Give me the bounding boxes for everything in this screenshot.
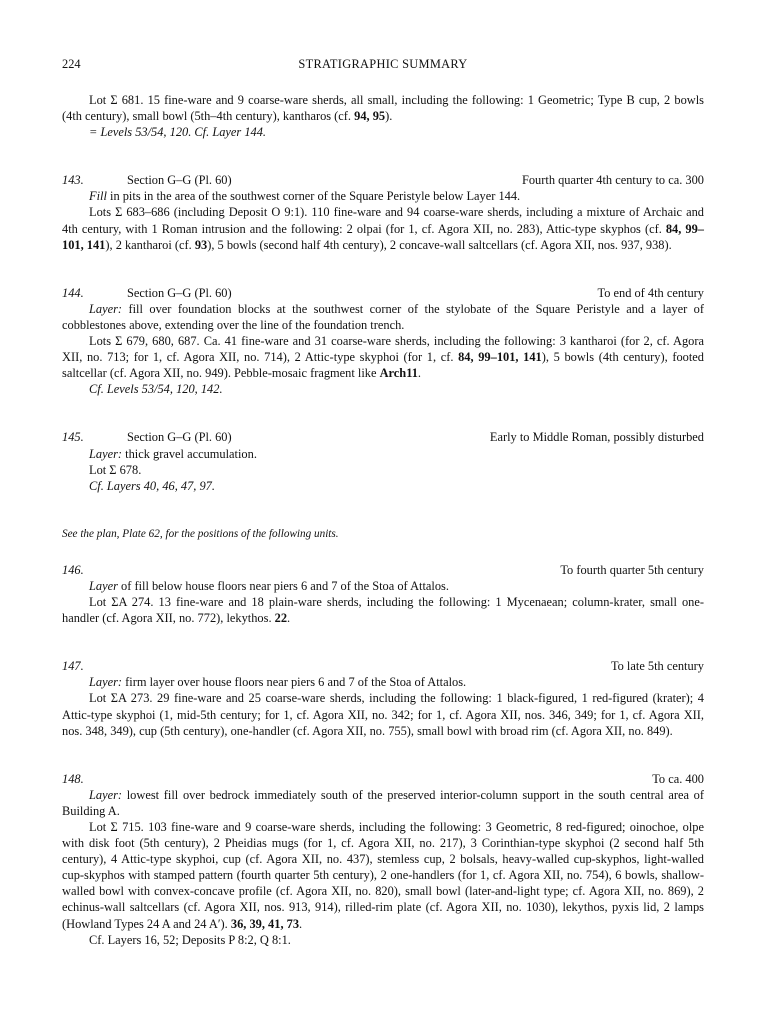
lot-paragraph: Lot Σ 678.	[89, 462, 142, 477]
running-title: STRATIGRAPHIC SUMMARY	[298, 57, 468, 71]
lot-paragraph: Lot Σ 715. 103 fine-ware and 9 coarse-ware sherds, including the following: 3 Geometric, 8 red-figured; oinochoe, olpe with disk foot (5th century), 2 Pheidias mugs (for 1, cf. Agora XII, no. 217), 3 Corinthian-type skyphoi (2 second half 5th century), 4 Attic-type skyphoi, cup (cf. Agora XII, no. 437), stemless cup, 2 bolsals, heavy-walled cup-skyphos, light-walled cup-skyphos with stamped pattern (fourth quarter 5th century), 2 one-handlers (for 1, cf. Agora XII, no. 754), 6 bowls, shallow-walled bowl with convex-concave profile (cf. Agora XII, no. 820), small bowl (later-and-light type; cf. Agora XII, no. 869), 2 echinus-wall saltcellars (cf. Agora XII, nos. 913, 914), rilled-rim plate (cf. Agora XII, no. 1030), lekythos, pyxis lid, 2 lamps (Howland Types 24 A and 24 A′). 36, 39, 41, 73.	[62, 820, 704, 931]
entry-section: Section G–G (Pl. 60)	[127, 430, 232, 445]
entry-147	[62, 658, 704, 738]
entry-heading	[62, 658, 704, 674]
lot-paragraph: Lot ΣA 274. 13 fine-ware and 18 plain-ware sherds, including the following: 1 Mycenaean; column-krater, small one-handler (cf. Agora XII, no. 772), lekythos. 22.	[62, 595, 704, 626]
entry-date: Fourth quarter 4th century to ca. 300	[521, 173, 704, 188]
entry-145	[62, 429, 704, 493]
lot-paragraph: Lots Σ 679, 680, 687. Ca. 41 fine-ware and 31 coarse-ware sherds, including the following: 3 kantharoi (for 2, cf. Agora XII, no. 713; for 1, cf. Agora XII, no. 714), 2 Attic-type skyphoi (for 1, cf. 84, 99–101, 141), 5 bowls (4th century), footed saltcellar (cf. Agora XII, no. 949). Pebble-mosaic fragment like Arch11.	[62, 334, 704, 381]
document-page	[62, 56, 704, 948]
layer-description: Layer: thick gravel accumulation.	[89, 446, 257, 461]
layer-description: Layer: firm layer over house floors near piers 6 and 7 of the Stoa of Attalos.	[89, 675, 467, 690]
page-header	[62, 56, 704, 74]
entry-section: Section G–G (Pl. 60)	[127, 173, 232, 188]
entry-146	[62, 562, 704, 626]
entry-date: To ca. 400	[652, 771, 704, 786]
entry-heading	[62, 771, 704, 787]
cross-reference: Cf. Layers 40, 46, 47, 97.	[89, 478, 215, 493]
plan-note: See the plan, Plate 62, for the positions of the following units.	[62, 527, 339, 540]
entry-148	[62, 771, 704, 948]
layer-description: Layer: fill over foundation blocks at the southwest corner of the stylobate of the Square Peristyle and a layer of cobblestones above, extending over the line of the foundation trench.	[62, 301, 704, 332]
entry-number: 146.	[62, 562, 84, 577]
layer-description: Fill in pits in the area of the southwest corner of the Square Peristyle below Layer 144.	[89, 189, 521, 204]
cross-reference: Cf. Layers 16, 52; Deposits P 8:2, Q 8:1.	[89, 932, 291, 947]
entry-number: 145.	[62, 430, 84, 445]
continuation-entry	[62, 92, 704, 140]
equals-line: = Levels 53/54, 120. Cf. Layer 144.	[89, 125, 267, 140]
entry-date: To end of 4th century	[597, 285, 704, 300]
entry-number: 147.	[62, 659, 84, 674]
entry-heading	[62, 562, 704, 578]
entry-heading	[62, 429, 704, 445]
layer-description: Layer of fill below house floors near piers 6 and 7 of the Stoa of Attalos.	[89, 578, 449, 593]
entry-144	[62, 285, 704, 398]
cross-reference: Cf. Levels 53/54, 120, 142.	[89, 382, 223, 397]
layer-description: Layer: lowest fill over bedrock immediately south of the preserved interior-column support in the south central area of Building A.	[62, 787, 704, 818]
lot-paragraph: Lot ΣA 273. 29 fine-ware and 25 coarse-ware sherds, including the following: 1 black-figured, 1 red-figured (krater); 4 Attic-type skyphoi (1, mid-5th century; for 1, cf. Agora XII, no. 342; for 1, cf. Agora XII, nos. 346, 349; for 1, cf. Agora XII, nos. 348, 349), cup (5th century), one-handler (cf. Agora XII, no. 755), small bowl with broad rim (cf. Agora XII, no. 849).	[62, 691, 704, 738]
page-number: 224	[62, 57, 81, 71]
lot-paragraph: Lots Σ 683–686 (including Deposit O 9:1). 110 fine-ware and 94 coarse-ware sherds, including a mixture of Archaic and 4th century, with 1 Roman intrusion and the following: 2 olpai (for 1, cf. Agora XII, no. 283), Attic-type skyphos (cf. 84, 99–101, 141), 2 kantharoi (cf. 93), 5 bowls (second half 4th century), 2 concave-wall saltcellars (cf. Agora XII, nos. 937, 938).	[62, 205, 704, 252]
entry-date: Early to Middle Roman, possibly disturbed	[489, 430, 704, 445]
entry-section: Section G–G (Pl. 60)	[127, 285, 232, 300]
entry-143	[62, 172, 704, 252]
entry-number: 148.	[62, 771, 84, 786]
lot-paragraph: Lot Σ 681. 15 fine-ware and 9 coarse-ware sherds, all small, including the following: 1 Geometric; Type B cup, 2 bowls (4th century), small bowl (5th–4th century), kantharos (cf. 94, 95).	[62, 93, 704, 124]
entry-number: 144.	[62, 285, 84, 300]
entry-number: 143.	[62, 173, 84, 188]
entry-date: To late 5th century	[610, 659, 704, 674]
entry-heading	[62, 285, 704, 301]
entry-heading	[62, 172, 704, 188]
entry-date: To fourth quarter 5th century	[560, 562, 704, 577]
